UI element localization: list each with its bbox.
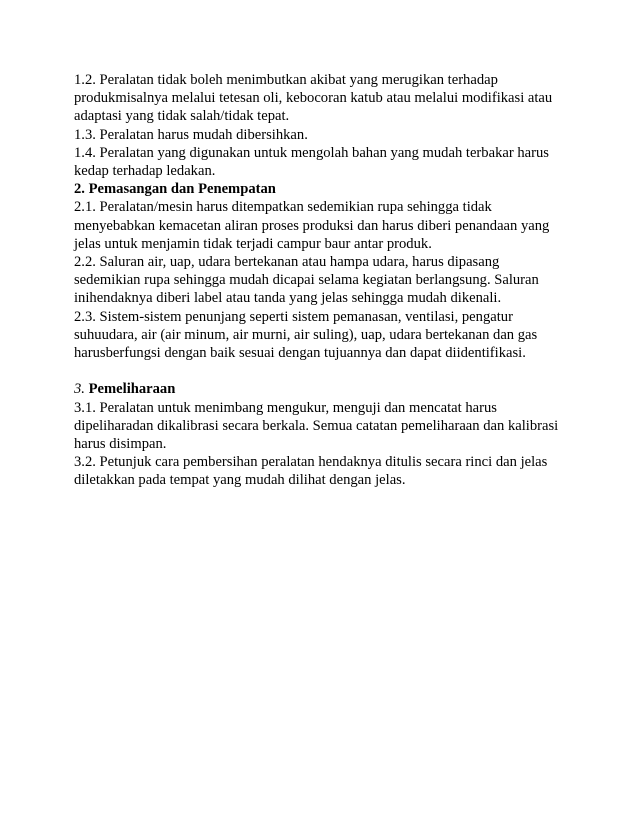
section-heading (74, 380, 574, 398)
text-line: produkmisalnya melalui tetesan oli, kebocoran katub atau melalui modifikasi atau (74, 90, 553, 107)
paragraph-gap (74, 362, 574, 380)
text-line: 3.1. Peralatan untuk menimbang mengukur, menguji dan mencatat harus (74, 399, 497, 416)
text-line: sedemikian rupa sehingga mudah dicapai selama kegiatan berlangsung. Saluran (74, 272, 539, 289)
text-line: adaptasi yang tidak salah/tidak tepat. (74, 108, 290, 125)
text-line: suhuudara, air (air minum, air murni, air suling), uap, udara bertekanan dan gas (74, 326, 538, 343)
text-line: kedap terhadap ledakan. (74, 163, 216, 180)
section-heading-number: 3. (74, 381, 85, 398)
section-3 (74, 380, 574, 489)
section-heading: 2. Pemasangan dan Penempatan (74, 181, 276, 198)
section-2 (74, 180, 574, 362)
text-line: 2.1. Peralatan/mesin harus ditempatkan sedemikian rupa sehingga tidak (74, 199, 492, 216)
text-line: harus disimpan. (74, 436, 167, 453)
text-line: 3.2. Petunjuk cara pembersihan peralatan hendaknya ditulis secara rinci dan jelas (74, 454, 548, 471)
section-heading-title: Pemeliharaan (88, 381, 176, 398)
text-line: jelas untuk menjamin tidak terjadi campur baur antar produk. (74, 235, 432, 252)
text-line: 1.4. Peralatan yang digunakan untuk mengolah bahan yang mudah terbakar harus (74, 144, 549, 161)
section-1 (74, 71, 574, 180)
text-line: menyebabkan kemacetan aliran proses produksi dan harus diberi penandaan yang (74, 217, 550, 234)
document-page (74, 71, 574, 490)
text-line: 2.2. Saluran air, uap, udara bertekanan atau hampa udara, harus dipasang (74, 254, 500, 271)
text-line: 2.3. Sistem-sistem penunjang seperti sistem pemanasan, ventilasi, pengatur (74, 308, 513, 325)
text-line: 1.3. Peralatan harus mudah dibersihkan. (74, 126, 308, 143)
text-line: harusberfungsi dengan baik sesuai dengan tujuannya dan dapat diidentifikasi. (74, 345, 526, 362)
text-line: diletakkan pada tempat yang mudah dilihat dengan jelas. (74, 472, 406, 489)
text-line: dipeliharadan dikalibrasi secara berkala. Semua catatan pemeliharaan dan kalibrasi (74, 417, 559, 434)
text-line: 1.2. Peralatan tidak boleh menimbutkan akibat yang merugikan terhadap (74, 72, 498, 88)
text-line: inihendaknya diberi label atau tanda yang jelas sehingga mudah dikenali. (74, 290, 502, 307)
